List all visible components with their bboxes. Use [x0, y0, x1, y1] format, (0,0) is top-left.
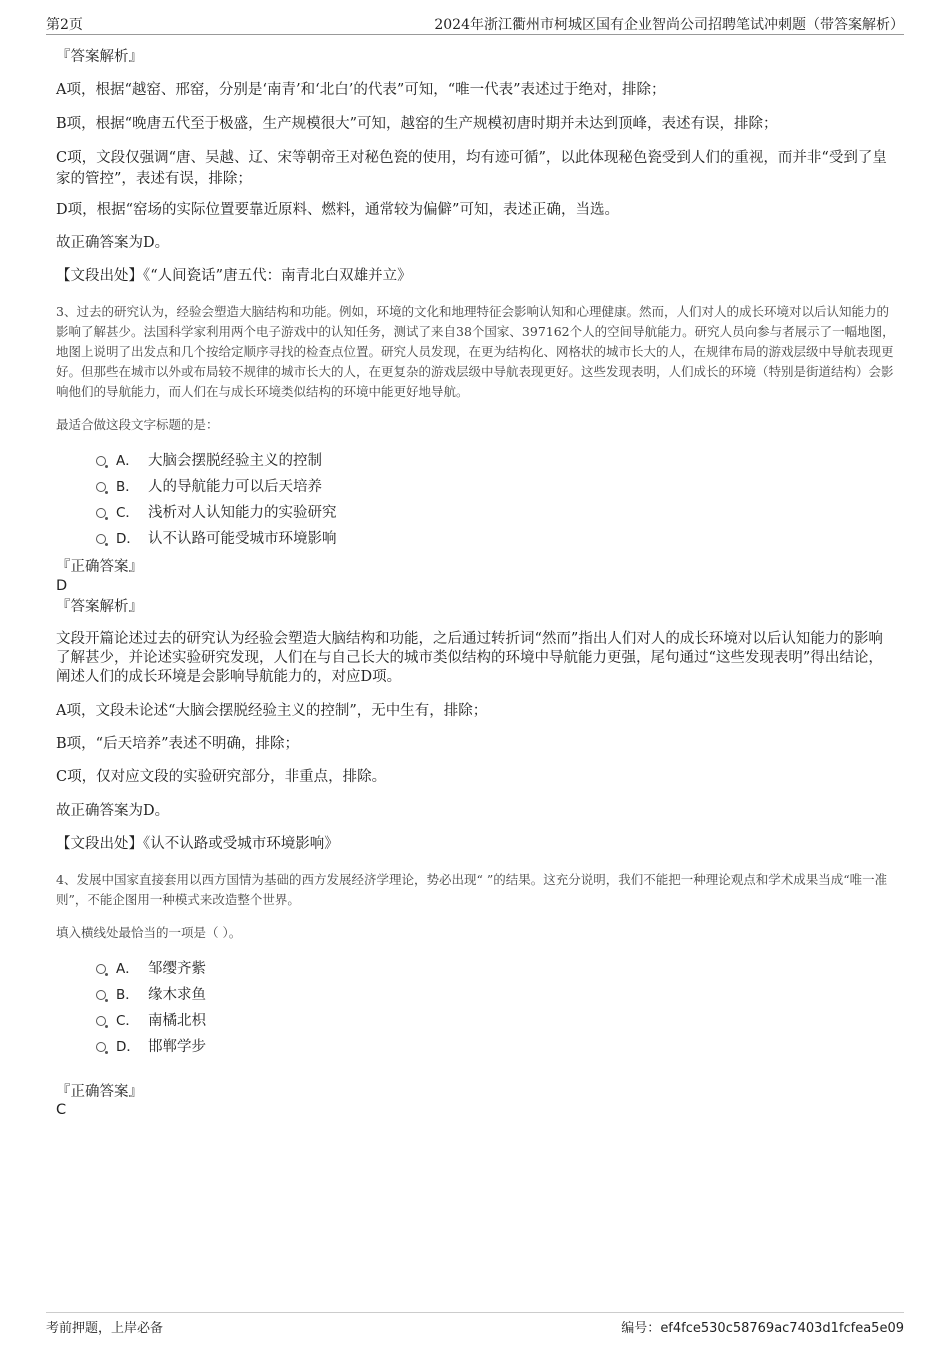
option-b[interactable]: B． 缘木求鱼	[96, 985, 206, 1005]
analysis-line-a: A项，根据“越窑、邢窑，分别是‘南青’和‘北白’的代表”可知，“唯一代表”表述过于绝对，排除；	[56, 82, 666, 98]
correct-answer-label: 『正确答案』	[56, 559, 143, 575]
correct-answer: D	[56, 578, 68, 594]
analysis-line-c: C项，文段仅强调“唐、吴越、辽、宋等朝帝王对秘色瓷的使用，均有迹可循”，以此体现秘色瓷受到人们的重视，而并非“受到了皇家的管控”，表述有误，排除；	[56, 150, 887, 187]
option-c[interactable]: C． 浅析对人认知能力的实验研究	[96, 503, 337, 523]
correct-answer: C	[56, 1102, 67, 1118]
radio-icon[interactable]	[96, 482, 106, 492]
question-4-prompt: 填入横线处最恰当的一项是（ ）。	[56, 925, 242, 940]
option-a[interactable]: A． 大脑会摆脱经验主义的控制	[96, 451, 322, 471]
page-number: 第2页	[46, 17, 83, 33]
footer-slogan: 考前押题，上岸必备	[46, 1321, 164, 1336]
radio-icon[interactable]	[96, 964, 106, 974]
source-citation: 【文段出处】《认不认路或受城市环境影响》	[56, 836, 339, 852]
radio-icon[interactable]	[96, 508, 106, 518]
radio-icon[interactable]	[96, 1016, 106, 1026]
document-code: 编号：ef4fce530c58769ac7403d1fcfea5e09	[621, 1321, 904, 1336]
radio-icon[interactable]	[96, 1042, 106, 1052]
option-c[interactable]: C． 南橘北枳	[96, 1011, 206, 1031]
source-citation: 【文段出处】《“人间瓷话”唐五代：南青北白双雄并立》	[56, 268, 412, 284]
analysis-label: 『答案解析』	[56, 49, 143, 65]
document-title: 2024年浙江衢州市柯城区国有企业智尚公司招聘笔试冲刺题（带答案解析）	[434, 17, 904, 33]
option-d[interactable]: D． 认不认路可能受城市环境影响	[96, 529, 337, 549]
analysis-summary: 文段开篇论述过去的研究认为经验会塑造大脑结构和功能，之后通过转折词“然而”指出人们对人的成长环境对以后认知能力的影响了解甚少，并论述实验研究发现，人们在与自己长大的城市类似结构的环境中导航能力更强，尾句通过“这些发现表明”得出结论，阐述人们的成长环境是会影响导航能力的，对应D项。	[56, 631, 883, 685]
analysis-line-c: C项，仅对应文段的实验研究部分，非重点，排除。	[56, 769, 387, 785]
radio-icon[interactable]	[96, 534, 106, 544]
option-d[interactable]: D． 邯郸学步	[96, 1037, 206, 1057]
analysis-line-b: B项，根据“晚唐五代至于极盛，生产规模很大”可知，越窑的生产规模初唐时期并未达到顶峰，表述有误，排除；	[56, 116, 778, 132]
option-b[interactable]: B． 人的导航能力可以后天培养	[96, 477, 322, 497]
correct-answer-label: 『正确答案』	[56, 1084, 143, 1100]
radio-icon[interactable]	[96, 990, 106, 1000]
analysis-line-b: B项，“后天培养”表述不明确，排除；	[56, 736, 299, 752]
answer-conclusion: 故正确答案为D。	[56, 235, 170, 251]
option-a[interactable]: A． 邹缨齐紫	[96, 959, 206, 979]
analysis-line-a: A项，文段未论述“大脑会摆脱经验主义的控制”，无中生有，排除；	[56, 703, 488, 719]
radio-icon[interactable]	[96, 456, 106, 466]
page-footer	[46, 1312, 904, 1335]
question-3-prompt: 最适合做这段文字标题的是：	[56, 417, 219, 432]
question-4-stem: 4、发展中国家直接套用以西方国情为基础的西方发展经济学理论，势必出现“ ”的结果。这充分说明，我们不能把一种理论观点和学术成果当成“唯一准则”，不能企图用一种模式来改造整个世界。	[56, 872, 888, 907]
analysis-label: 『答案解析』	[56, 599, 143, 615]
question-3-stem: 3、过去的研究认为，经验会塑造大脑结构和功能。例如，环境的文化和地理特征会影响认知和心理健康。然而，人们对人的成长环境对以后认知能力的影响了解甚少。法国科学家利用两个电子游戏中的认知任务，测试了来自38个国家、397162个人的空间导航能力。研究人员向参与者展示了一幅地图，地图上说明了出发点和几个按给定顺序寻找的检查点位置。研究人员发现，在更为结构化、网格状的城市长大的人，在规律布局的游戏层级中导航表现更好。但那些在城市以外或布局较不规律的城市长大的人，在更复杂的游戏层级中导航表现更好。这些发现表明，人们成长的环境（特别是街道结构）会影响他们的导航能力，而人们在与成长环境类似结构的环境中能更好地导航。	[56, 304, 895, 399]
page-header	[46, 14, 904, 35]
answer-conclusion: 故正确答案为D。	[56, 803, 170, 819]
analysis-line-d: D项，根据“窑场的实际位置要靠近原料、燃料，通常较为偏僻”可知，表述正确，当选。	[56, 202, 619, 218]
